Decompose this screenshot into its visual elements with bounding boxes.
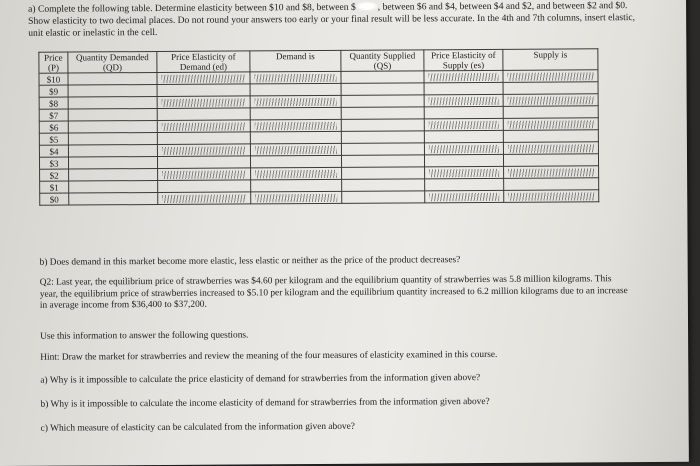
quantity-supplied-cell[interactable] [341,143,424,156]
question-2-scenario: Q2: Last year, the equilibrium price of strawberries was $4.60 per kilogram and the equilibrium quantity of strawberries was 5.8 million kilograms. This year, the equilibrium price of strawberries increased to $5.10 per kilogram and the equilibrium quantity increased to 6.2 million kilograms due to an increase in average income from $36,400 to $37,200. [39,274,628,311]
header-quantity-supplied: Quantity Supplied (QS) [341,50,424,72]
quantity-supplied-cell[interactable] [341,107,424,120]
pes-cell [424,118,503,130]
supply-is-cell[interactable] [504,178,599,191]
shaded-blank [255,169,337,178]
pes-cell [424,70,503,82]
shaded-blank [162,194,246,203]
quantity-demanded-cell[interactable] [68,73,157,86]
shaded-blank [508,96,594,105]
header-supply-is: Supply is [503,49,598,71]
shaded-blank [508,120,594,129]
demand-is-cell[interactable] [251,179,342,192]
elasticity-table [38,48,599,205]
pes-cell[interactable] [425,178,504,190]
price-cell: $7 [39,109,68,121]
question-1a-instructions [28,0,638,40]
ped-cell [157,96,250,109]
quantity-supplied-cell[interactable] [341,95,424,108]
demand-is-cell [250,71,341,84]
quantity-demanded-cell[interactable] [69,193,158,206]
quantity-supplied-cell[interactable] [342,179,425,192]
quantity-supplied-cell[interactable] [342,191,425,204]
quantity-demanded-cell[interactable] [69,181,158,194]
pes-cell [424,142,503,154]
price-cell: $4 [39,145,68,157]
shaded-blank [508,144,594,153]
demand-is-cell [250,119,341,132]
supply-is-cell[interactable] [503,130,598,143]
question-2a: a) Why is it impossible to calculate the price elasticity of demand for strawberries from the information given above? [40,373,481,386]
demand-is-cell[interactable] [250,155,341,168]
price-cell: $6 [39,121,68,133]
shaded-blank [161,74,245,83]
pes-cell[interactable] [424,154,503,166]
shaded-blank [255,193,337,202]
price-cell: $5 [39,133,68,145]
supply-is-cell [504,190,599,203]
shaded-blank [428,72,498,80]
demand-is-cell [250,95,341,108]
quantity-supplied-cell[interactable] [341,155,424,168]
glare-spot [356,2,378,11]
shaded-blank [162,170,246,179]
supply-is-cell[interactable] [503,82,598,95]
ped-cell[interactable] [157,84,250,97]
instructions-part-2: , between $6 and $4, between $4 and $2, and between $2 and $0. Show elasticity to two decimal places. Do not round your answers too early or your final result will be less accurate. In the 4th and 7th columns, insert elastic, unit elastic or inelastic in the cell. [28,0,636,39]
ped-cell[interactable] [157,108,250,121]
demand-is-cell [251,167,342,180]
price-cell: $8 [39,97,68,109]
shaded-blank [255,97,337,106]
quantity-supplied-cell[interactable] [342,167,425,180]
ped-cell[interactable] [158,180,251,193]
quantity-demanded-cell[interactable] [68,121,157,134]
header-quantity-demanded: Quantity Demanded (QD) [68,52,157,74]
quantity-demanded-cell[interactable] [69,169,158,182]
quantity-demanded-cell[interactable] [68,109,157,122]
quantity-demanded-cell[interactable] [68,133,157,146]
quantity-supplied-cell[interactable] [341,83,424,96]
ped-cell [157,120,250,133]
quantity-supplied-cell[interactable] [341,71,424,84]
use-info-instruction: Use this information to answer the following questions. [40,330,249,342]
shaded-blank [508,192,594,201]
question-2c: c) Which measure of elasticity can be calculated from the information given above? [40,421,355,434]
supply-is-cell[interactable] [503,154,598,167]
quantity-demanded-cell[interactable] [68,97,157,110]
demand-is-cell [250,143,341,156]
supply-is-cell [503,70,598,83]
shaded-blank [429,192,499,200]
quantity-supplied-cell[interactable] [341,119,424,132]
shaded-blank [429,144,499,152]
shaded-blank [255,121,337,130]
ped-cell[interactable] [157,132,250,145]
quantity-demanded-cell[interactable] [68,85,157,98]
pes-cell[interactable] [424,106,503,118]
shaded-blank [254,73,336,82]
shaded-blank [255,145,337,154]
hint-text: Hint: Draw the market for strawberries and review the meaning of the four measures of elasticity examined in this course. [40,349,498,363]
shaded-blank [162,122,246,131]
shaded-blank [162,146,246,155]
pes-cell [425,190,504,202]
quantity-demanded-cell[interactable] [68,157,157,170]
shaded-blank [429,168,499,176]
table-row [40,190,599,205]
shaded-blank [162,98,246,107]
price-cell: $9 [39,85,68,97]
supply-is-cell [504,166,599,179]
shaded-blank [429,120,499,128]
supply-is-cell [503,142,598,155]
ped-cell [157,72,250,85]
supply-is-cell [503,94,598,107]
header-price: Price (P) [39,52,68,73]
instructions-part-1: a) Complete the following table. Determine elasticity between $10 and $8, between $ [28,1,356,15]
header-price-elasticity-demand: Price Elasticity of Demand (ed) [157,51,250,73]
price-cell: $10 [39,73,68,85]
pes-cell [425,166,504,178]
quantity-demanded-cell[interactable] [68,145,157,158]
question-1b: b) Does demand in this market become more elastic, less elastic or neither as the price of the product decreases? [39,255,461,268]
ped-cell [158,168,251,181]
price-cell: $1 [40,181,69,193]
shaded-blank [429,96,499,104]
pes-cell [424,94,503,106]
supply-is-cell[interactable] [503,106,598,119]
shaded-blank [507,72,593,81]
shaded-blank [508,168,594,177]
header-demand-is: Demand is [250,50,341,72]
header-price-elasticity-supply: Price Elasticity of Supply (es) [424,49,503,70]
ped-cell [158,192,251,205]
questions-section [39,254,640,434]
question-2b: b) Why is it impossible to calculate the income elasticity of demand for strawberries from the information given above? [40,396,490,410]
price-cell: $3 [39,157,68,169]
ped-cell [157,144,250,157]
demand-is-cell[interactable] [250,83,341,96]
demand-is-cell [251,191,342,204]
pes-cell[interactable] [424,82,503,94]
quantity-supplied-cell[interactable] [341,131,424,144]
supply-is-cell [503,118,598,131]
pes-cell[interactable] [424,130,503,142]
demand-is-cell[interactable] [250,107,341,120]
ped-cell[interactable] [157,156,250,169]
price-cell: $0 [40,193,69,205]
price-cell: $2 [40,169,69,181]
demand-is-cell[interactable] [250,131,341,144]
